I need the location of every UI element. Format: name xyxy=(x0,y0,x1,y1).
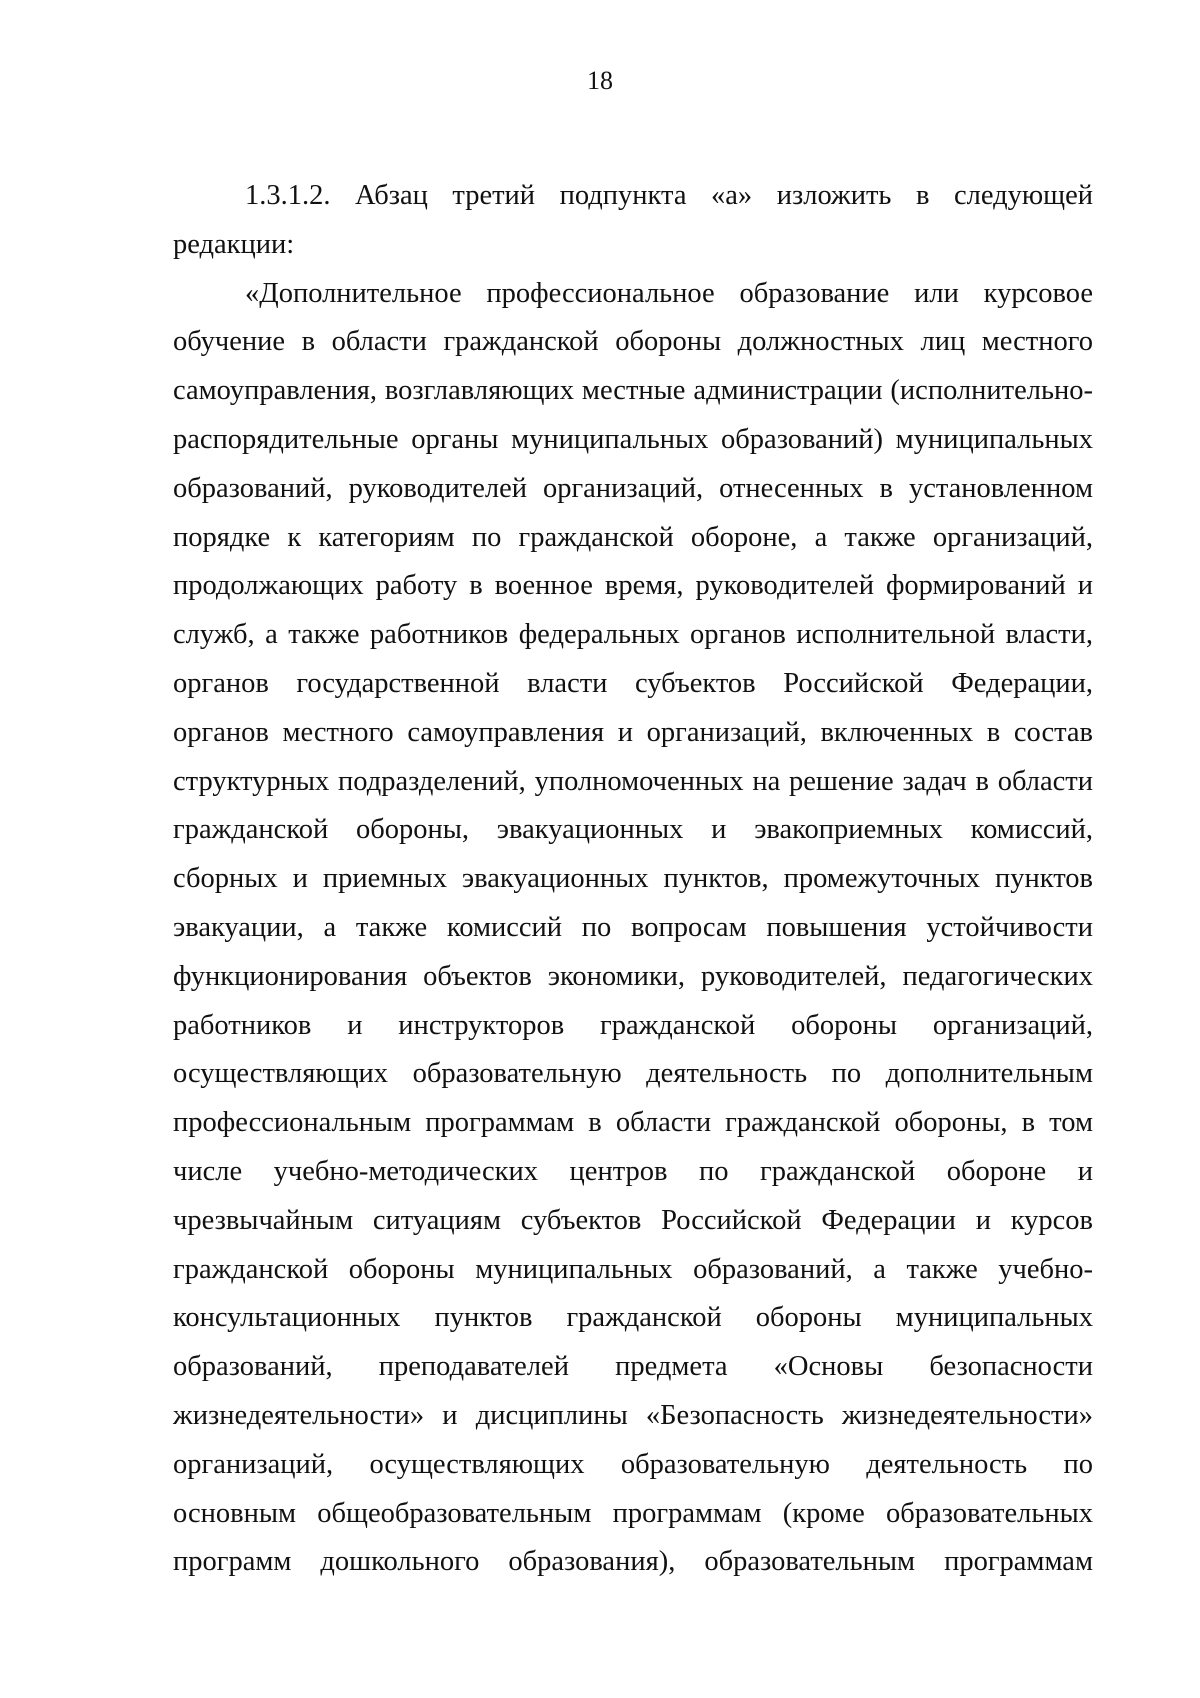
text-line: порядке к категориям по гражданской обороне, а также организаций, xyxy=(173,521,1093,553)
text-line: образований, руководителей организаций, отнесенных в установленном xyxy=(173,472,1093,504)
text-line: образований, преподавателей предмета «Основы безопасности xyxy=(173,1351,1093,1383)
document-body xyxy=(173,172,1093,1587)
text-line: самоуправления, возглавляющих местные администрации (исполнительно- xyxy=(173,375,1093,407)
text-line: органов местного самоуправления и организаций, включенных в состав xyxy=(173,716,1093,748)
text-line: сборных и приемных эвакуационных пунктов, промежуточных пунктов xyxy=(173,863,1093,895)
text-line: профессиональным программам в области гражданской обороны, в том xyxy=(173,1107,1093,1139)
text-line: числе учебно-методических центров по гражданской обороне и xyxy=(173,1155,1093,1187)
text-line: гражданской обороны, эвакуационных и эвакоприемных комиссий, xyxy=(173,814,1093,846)
text-line: работников и инструкторов гражданской обороны организаций, xyxy=(173,1009,1093,1041)
text-line: обучение в области гражданской обороны должностных лиц местного xyxy=(173,326,1093,358)
text-line: 1.3.1.2. Абзац третий подпункта «а» изложить в следующей xyxy=(245,180,1093,211)
text-line: основным общеобразовательным программам (кроме образовательных xyxy=(173,1497,1093,1529)
text-line: организаций, осуществляющих образовательную деятельность по xyxy=(173,1448,1093,1480)
text-line: распорядительные органы муниципальных образований) муниципальных xyxy=(173,423,1093,455)
text-line: осуществляющих образовательную деятельность по дополнительным xyxy=(173,1058,1093,1090)
page-number: 18 xyxy=(587,66,613,95)
text-line: гражданской обороны муниципальных образований, а также учебно- xyxy=(173,1253,1093,1285)
text-line: жизнедеятельности» и дисциплины «Безопасность жизнедеятельности» xyxy=(173,1399,1093,1431)
text-line: служб, а также работников федеральных органов исполнительной власти, xyxy=(173,619,1093,651)
text-line: «Дополнительное профессиональное образование или курсовое xyxy=(245,277,1093,309)
text-line: чрезвычайным ситуациям субъектов Российской Федерации и курсов xyxy=(173,1204,1093,1236)
text-line: функционирования объектов экономики, руководителей, педагогических xyxy=(173,960,1093,992)
text-line: продолжающих работу в военное время, руководителей формирований и xyxy=(173,570,1093,602)
text-line: эвакуации, а также комиссий по вопросам повышения устойчивости xyxy=(173,911,1093,943)
text-line: редакции: xyxy=(173,228,295,260)
text-line: органов государственной власти субъектов Российской Федерации, xyxy=(173,667,1093,699)
text-line: структурных подразделений, уполномоченных на решение задач в области xyxy=(173,765,1093,797)
text-line: консультационных пунктов гражданской обороны муниципальных xyxy=(173,1302,1093,1334)
text-line: программ дошкольного образования), образовательным программам xyxy=(173,1546,1093,1578)
